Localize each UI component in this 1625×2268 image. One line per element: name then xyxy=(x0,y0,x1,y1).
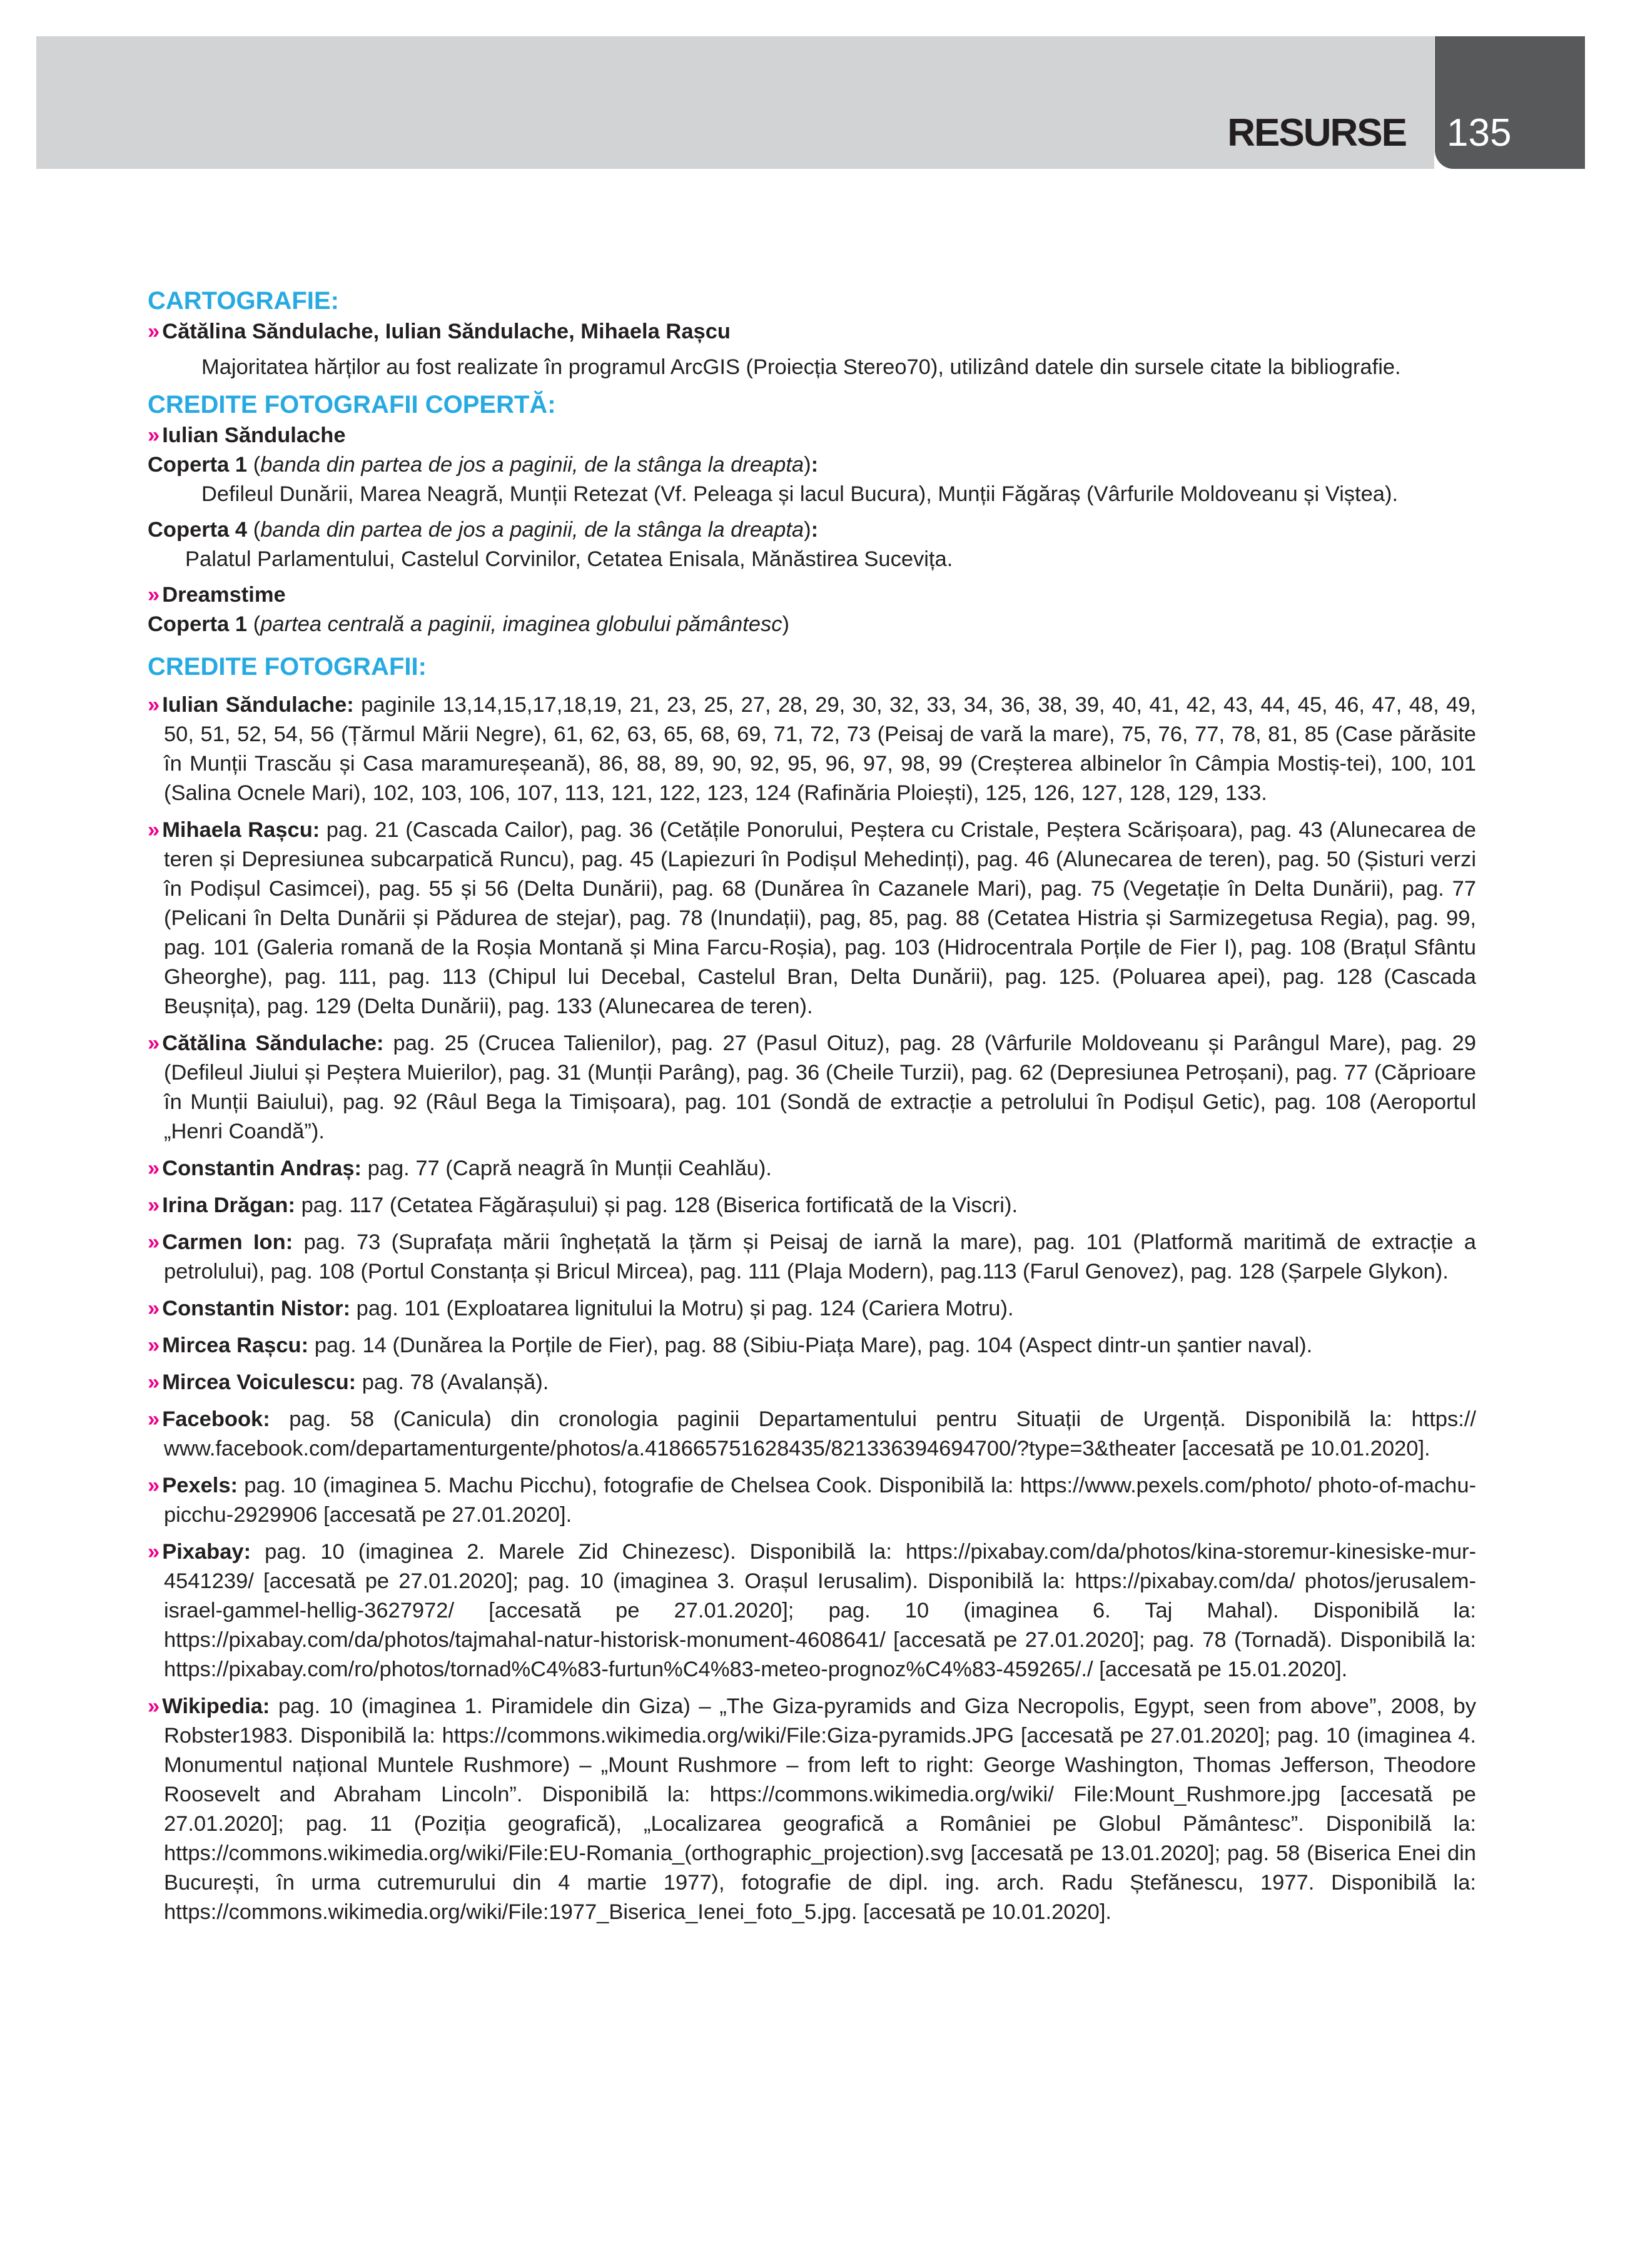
bullet-icon: » xyxy=(148,818,160,842)
coperta-1b-desc: partea centrală a paginii, imaginea globului pământesc xyxy=(260,612,782,636)
credit-name: Wikipedia: xyxy=(162,1694,270,1718)
credit-item xyxy=(148,1368,1476,1397)
credit-name: Pexels: xyxy=(162,1474,238,1497)
credit-name: Pixabay: xyxy=(162,1540,251,1564)
credit-item xyxy=(148,1331,1476,1360)
credit-name: Iulian Săndulache: xyxy=(162,693,354,717)
credit-text: pag. 10 (imaginea 5. Machu Picchu), fotografie de Chelsea Cook. Disponibilă la: https://www.pexels.com/photo/ photo-of-machu-picchu-2929906 [accesată pe 27.01.2020]. xyxy=(164,1474,1476,1527)
coperta-author-2 xyxy=(148,580,1476,610)
credit-text: pag. 10 (imaginea 1. Piramidele din Giza) – „The Giza-pyramids and Giza Necropolis, Egypt, seen from above”, 2008, by Robster1983. Disponibilă la: https://commons.wikimedia.org/wiki/File:Giza-pyramids.JPG [accesată pe 27.01.2020]; pag. 10 (imaginea 4. Monumentul național Muntele Rushmore) – „Mount Rushmore – from left to right: George Washington, Thomas Jefferson, Theodore Roosevelt and Abraham Lincoln”. Disponibilă la: https://commons.wikimedia.org/wiki/ File:Mount_Rushmore.jpg [accesată pe 27.01.2020]; pag. 11 (Poziția geografică), „Localizarea geografică a României pe Globul Pământesc”. Disponibilă la: https://commons.wikimedia.org/wiki/File:EU-Romania_(orthographic_projection).svg [accesată pe 13.01.2020]; pag. 58 (Biserica Enei din București, în urma cutremurului din 4 martie 1977), fotografie de dipl. ing. arch. Radu Ștefănescu, 1977. Disponibilă la: https://commons.wikimedia.org/wiki/File:1977_Biserica_Ienei_foto_5.jpg. [accesată pe 10.01.2020]. xyxy=(164,1694,1476,1924)
credit-text: pag. 77 (Capră neagră în Munții Ceahlău). xyxy=(362,1157,772,1180)
bullet-icon: » xyxy=(148,1694,160,1718)
credit-name: Mircea Rașcu: xyxy=(162,1334,309,1357)
page-number: 135 xyxy=(1447,111,1512,154)
bullet-icon: » xyxy=(148,1230,160,1254)
coperta-1b-label: Coperta 1 xyxy=(148,612,248,636)
bullet-icon: » xyxy=(148,320,160,343)
coperta-1b-line: Coperta 1 (partea centrală a paginii, imaginea globului pământesc) xyxy=(148,612,789,636)
credit-text: pag. 25 (Crucea Talienilor), pag. 27 (Pasul Oituz), pag. 28 (Vârfurile Moldoveanu și Parângul Mare), pag. 29 (Defileul Jiului și Peștera Muierilor), pag. 31 (Munții Parâng), pag. 36 (Cheile Turzii), pag. 62 (Depresiunea Petroșani), pag. 77 (Căprioare în Munții Baiului), pag. 92 (Râul Bega la Timișoara), pag. 101 (Sondă de extracție a petrolului în Podișul Getic), pag. 108 (Aeroportul „Henri Coandă”). xyxy=(164,1031,1476,1143)
credit-text: pag. 10 (imaginea 2. Marele Zid Chinezesc). Disponibilă la: https://pixabay.com/da/photos/kina-storemur-kinesiske-mur-4541239/ [accesată pe 27.01.2020]; pag. 10 (imaginea 3. Orașul Ierusalim). Disponibilă la: https://pixabay.com/da/ photos/jerusalem-israel-gammel-hellig-3627972/ [accesată pe 27.01.2020]; pag. 10 (imaginea 6. Taj Mahal). Disponibilă la: https://pixabay.com/da/photos/tajmahal-natur-historisk-monument-4608641/ [accesată pe 27.01.2020]; pag. 78 (Tornadă). Disponibilă la: https://pixabay.com/ro/photos/tornad%C4%83-furtun%C4%83-meteo-prognoz%C4%83-459265/./ [accesată pe 15.01.2020]. xyxy=(164,1540,1476,1681)
coperta-4-line: Coperta 4 (banda din partea de jos a paginii, de la stânga la dreapta): xyxy=(148,518,819,542)
coperta-author-1-text: Iulian Săndulache xyxy=(162,423,346,447)
credit-text: pag. 73 (Suprafața mării înghețată la țărm și Peisaj de iarnă la mare), pag. 101 (Platformă maritimă de extracție a petrolului), pag. 108 (Portul Constanța și Bricul Mircea), pag. 111 (Plaja Modern), pag.113 (Farul Genovez), pag. 128 (Șarpele Glykon). xyxy=(164,1230,1476,1283)
coperta-4-label: Coperta 4 xyxy=(148,518,248,542)
credit-item xyxy=(148,1029,1476,1147)
bullet-icon: » xyxy=(148,1370,160,1394)
credit-text: pag. 58 (Canicula) din cronologia paginii Departamentului pentru Situații de Urgență. Disponibilă la: https:// www.facebook.com/departamenturgente/photos/a.418665751628435/821336394694700/?type=3&theater [accesată pe 10.01.2020]. xyxy=(164,1407,1476,1461)
bullet-icon: » xyxy=(148,693,160,717)
credit-item xyxy=(148,1228,1476,1287)
credit-item xyxy=(148,691,1476,808)
cartografie-authors-text: Cătălina Săndulache, Iulian Săndulache, Mihaela Rașcu xyxy=(162,320,731,343)
cartografie-text: Majoritatea hărților au fost realizate în programul ArcGIS (Proiecția Stereo70), utilizând datele din sursele citate la bibliografie. xyxy=(201,355,1401,379)
coperta-1-label: Coperta 1 xyxy=(148,453,248,477)
credit-item xyxy=(148,816,1476,1021)
coperta-credits-title: CREDITE FOTOGRAFII COPERTĂ: xyxy=(148,391,556,418)
bullet-icon: » xyxy=(148,423,160,447)
credit-name: Constantin Nistor: xyxy=(162,1297,351,1320)
bullet-icon: » xyxy=(148,1297,160,1320)
credit-text: paginile 13,14,15,17,18,19, 21, 23, 25, 27, 28, 29, 30, 32, 33, 34, 36, 38, 39, 40, 41, 42, 43, 44, 45, 46, 47, 48, 49, 50, 51, 52, 54, 56 (Țărmul Mării Negre), 61, 62, 63, 65, 68, 69, 71, 72, 73 (Peisaj de vară la mare), 75, 76, 77, 78, 81, 85 (Case părăsite în Munții Trascău și Casa maramureșeană), 86, 88, 89, 90, 92, 95, 96, 97, 98, 99 (Creșterea albinelor în Câmpia Mostiș-tei), 100, 101 (Salina Ocnele Mari), 102, 103, 106, 107, 113, 121, 122, 123, 124 (Rafinăria Ploiești), 125, 126, 127, 128, 129, 133. xyxy=(164,693,1476,805)
coperta-1-line: Coperta 1 (banda din partea de jos a paginii, de la stânga la dreapta): xyxy=(148,453,819,477)
coperta-1-text: Defileul Dunării, Marea Neagră, Munții Retezat (Vf. Peleaga și lacul Bucura), Munții Făgăraș (Vârfurile Moldoveanu și Viștea). xyxy=(201,482,1399,506)
bullet-icon: » xyxy=(148,1157,160,1180)
cartografie-title: CARTOGRAFIE: xyxy=(148,287,339,315)
bullet-icon: » xyxy=(148,1334,160,1357)
credit-name: Constantin Andraș: xyxy=(162,1157,362,1180)
bullet-icon: » xyxy=(148,1540,160,1564)
coperta-author-1 xyxy=(148,421,1476,450)
coperta-4-text: Palatul Parlamentului, Castelul Corvinilor, Cetatea Enisala, Mănăstirea Sucevița. xyxy=(185,547,953,571)
bullet-icon: » xyxy=(148,1031,160,1055)
coperta-4-desc: banda din partea de jos a paginii, de la stânga la dreapta xyxy=(260,518,804,542)
credit-text: pag. 117 (Cetatea Făgărașului) și pag. 128 (Biserica fortificată de la Viscri). xyxy=(295,1193,1018,1217)
credit-name: Carmen Ion: xyxy=(162,1230,293,1254)
bullet-icon: » xyxy=(148,1193,160,1217)
coperta-1-desc: banda din partea de jos a paginii, de la stânga la dreapta xyxy=(260,453,804,477)
photo-credits-title: CREDITE FOTOGRAFII: xyxy=(148,653,427,681)
credit-item xyxy=(148,1405,1476,1464)
credit-item xyxy=(148,1471,1476,1530)
credit-item xyxy=(148,1294,1476,1324)
page-content xyxy=(148,285,1476,1935)
credit-text: pag. 21 (Cascada Cailor), pag. 36 (Cetățile Ponorului, Peștera cu Cristale, Peștera Scărișoara), pag. 43 (Alunecarea de teren și Depresiunea subcarpatică Runcu), pag. 45 (Lapiezuri în Podișul Mehedinți), pag. 46 (Alunecarea de teren), pag. 50 (Șisturi verzi în Podișul Casimcei), pag. 55 și 56 (Delta Dunării), pag. 68 (Dunărea în Cazanele Mari), pag. 75 (Vegetație în Delta Dunării), pag. 77 (Pelicani în Delta Dunării și Pădurea de stejar), pag. 78 (Inundații), pag, 85, pag. 88 (Cetatea Histria și Sarmizegetusa Regia), pag. 99, pag. 101 (Galeria romană de la Roșia Montană și Mina Farcu-Roșia), pag. 103 (Hidrocentrala Porțile de Fier I), pag. 108 (Brațul Sfântu Gheorghe), pag. 111, pag. 113 (Chipul lui Decebal, Castelul Bran, Delta Dunării), pag. 125. (Poluarea apei), pag. 128 (Cascada Beușnița), pag. 129 (Delta Dunării), pag. 133 (Alunecarea de teren). xyxy=(164,818,1476,1018)
credit-item xyxy=(148,1692,1476,1927)
credit-name: Mihaela Rașcu: xyxy=(162,818,320,842)
credit-text: pag. 78 (Avalanșă). xyxy=(356,1370,549,1394)
credit-item xyxy=(148,1537,1476,1684)
credit-text: pag. 101 (Exploatarea lignitului la Motru) și pag. 124 (Cariera Motru). xyxy=(350,1297,1014,1320)
bullet-icon: » xyxy=(148,1474,160,1497)
section-header-title: RESURSE xyxy=(1227,111,1406,154)
credit-item xyxy=(148,1154,1476,1183)
bullet-icon: » xyxy=(148,1407,160,1431)
credit-name: Mircea Voiculescu: xyxy=(162,1370,357,1394)
credit-name: Cătălina Săndulache: xyxy=(162,1031,384,1055)
photo-credits-list xyxy=(148,691,1476,1927)
bullet-icon: » xyxy=(148,583,160,607)
credit-name: Irina Drăgan: xyxy=(162,1193,295,1217)
credit-item xyxy=(148,1191,1476,1220)
credit-text: pag. 14 (Dunărea la Porțile de Fier), pag. 88 (Sibiu-Piața Mare), pag. 104 (Aspect dintr-un șantier naval). xyxy=(308,1334,1313,1357)
credit-name: Facebook: xyxy=(162,1407,270,1431)
header-bar xyxy=(36,36,1434,169)
cartografie-authors xyxy=(148,317,1476,347)
coperta-author-2-text: Dreamstime xyxy=(162,583,286,607)
